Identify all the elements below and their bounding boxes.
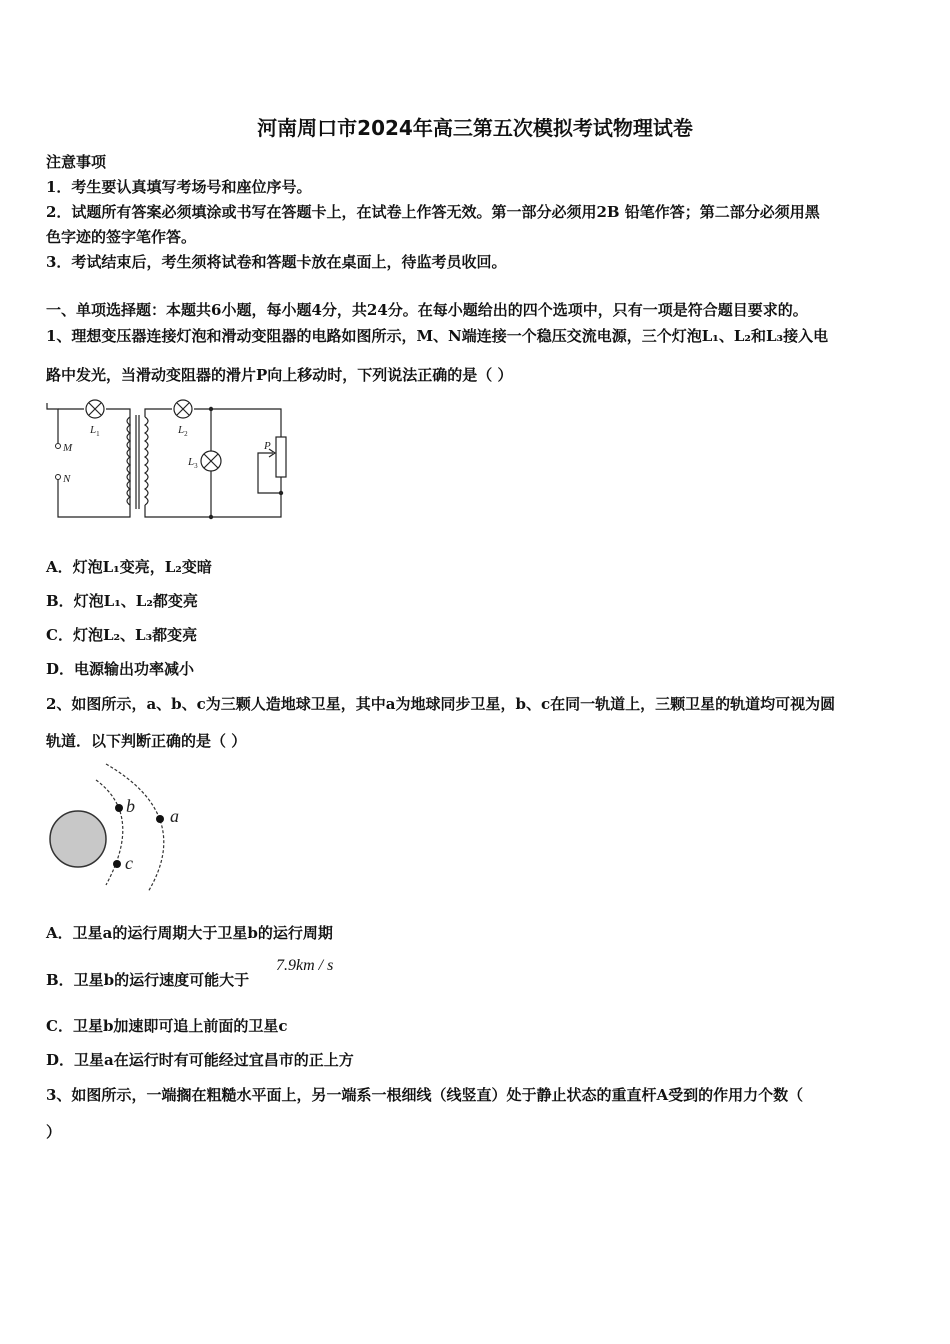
label-P: P (264, 440, 271, 452)
label-N: N (63, 473, 71, 485)
question-2-text: 轨道．以下判断正确的是（ ） (46, 732, 247, 750)
notice-item: 1．考生要认真填写考场号和座位序号。 (46, 178, 312, 196)
notice-item: 3．考试结束后，考生须将试卷和答题卡放在桌面上，待监考员收回。 (46, 253, 507, 271)
label-L2: $L_2$ (178, 424, 188, 438)
section-heading: 一、单项选择题：本题共6小题，每小题4分，共24分。在每小题给出的四个选项中，只有一项是符合题目要求的。 (46, 301, 808, 319)
label-c: c (125, 853, 133, 873)
satellite-c (113, 860, 121, 868)
satellite-b (115, 804, 123, 812)
satellite-a (156, 815, 164, 823)
transformer-circuit-diagram (44, 395, 294, 525)
label-L3: $L_3$ (188, 456, 198, 470)
notice-item: 2．试题所有答案必须填涂或书写在答题卡上，在试卷上作答无效。第一部分必须用2B 铅笔作答；第二部分必须用黑 (46, 203, 820, 221)
label-b: b (126, 796, 135, 816)
satellite-orbit-diagram (44, 760, 204, 895)
question-1-text: 路中发光，当滑动变阻器的滑片P向上移动时，下列说法正确的是（ ） (46, 366, 513, 384)
q1-option-d: D．电源输出功率减小 (46, 660, 195, 678)
earth (50, 811, 106, 867)
page-title: 河南周口市2024年高三第五次模拟考试物理试卷 (257, 116, 693, 140)
label-M: M (63, 442, 73, 454)
q1-option-a: A．灯泡L₁变亮，L₂变暗 (46, 558, 212, 576)
question-3-text: 3、如图所示，一端搁在粗糙水平面上，另一端系一根细线（线竖直）处于静止状态的重直杆A受到的作用力个数（ (46, 1086, 804, 1104)
q2-option-d: D．卫星a在运行时有可能经过宜昌市的正上方 (46, 1051, 354, 1069)
q2-option-c: C．卫星b加速即可追上前面的卫星c (46, 1017, 288, 1035)
notice-heading: 注意事项 (46, 153, 107, 171)
question-1-text: 1、理想变压器连接灯泡和滑动变阻器的电路如图所示，M、N端连接一个稳压交流电源，三个灯泡L₁、L₂和L₃接入电 (46, 327, 829, 345)
speed-value: 7.9km / s (276, 957, 334, 974)
label-a: a (170, 806, 179, 826)
question-2-text: 2、如图所示，a、b、c为三颗人造地球卫星，其中a为地球同步卫星，b、c在同一轨道上，三颗卫星的轨道均可视为圆 (46, 695, 836, 713)
label-L1: $L_1$ (90, 424, 100, 438)
q2-option-b: B．卫星b的运行速度可能大于 (46, 971, 250, 989)
q1-option-b: B．灯泡L₁、L₂都变亮 (46, 592, 198, 610)
notice-item: 色字迹的签字笔作答。 (46, 228, 197, 246)
question-3-text: ） (46, 1123, 62, 1141)
q2-option-a: A．卫星a的运行周期大于卫星b的运行周期 (46, 924, 333, 942)
q1-option-c: C．灯泡L₂、L₃都变亮 (46, 626, 198, 644)
